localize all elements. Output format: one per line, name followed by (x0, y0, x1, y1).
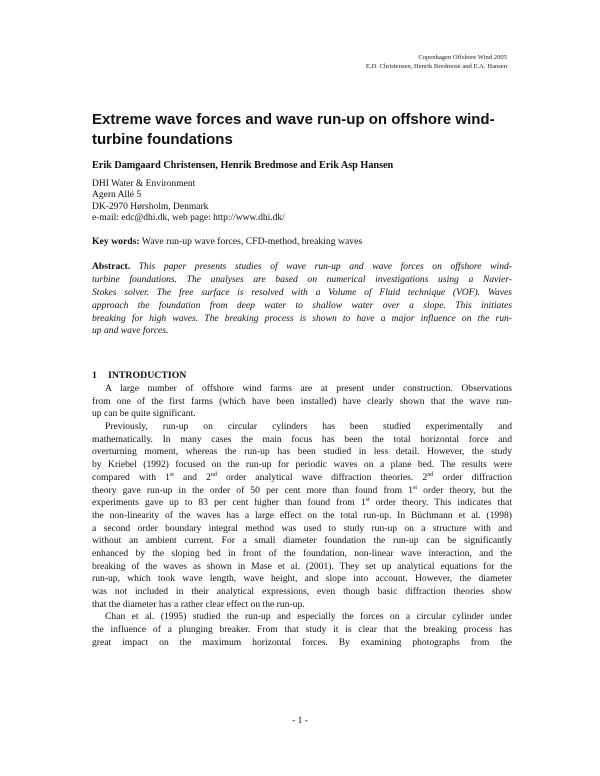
body-line: Chan et al. (1995) studied the run-up and especially the forces on a circular cylinder under (105, 611, 512, 623)
section-title: INTRODUCTION (108, 370, 187, 381)
body-line (92, 497, 512, 510)
superscript: st (413, 484, 418, 491)
abstract-label: Abstract. (92, 261, 131, 272)
body-line: great impact on the maximum horizontal forces. By examining photographs from the (92, 636, 512, 648)
body-text-run: order diffraction (433, 471, 512, 483)
keywords-text: Wave run-up wave forces, CFD-method, breaking waves (141, 236, 363, 247)
superscript: st (365, 497, 370, 504)
affiliation-street: Agern Allé 5 (92, 190, 142, 201)
abstract-line: turbine foundations. The analyses are based on numerical investigations using a Navier- (92, 273, 512, 285)
abstract-text: This paper presents studies of wave run-up and wave forces on offshore wind- (138, 261, 512, 272)
body-line: without an ambient current. For a small diameter foundation the run-up can be significantly (92, 535, 512, 547)
body-line: breaking of the waves as shown in Mase et al. (2001). They set up analytical equations for the (92, 560, 512, 572)
body-line: mathematically. In many cases the main focus has been the total horizontal force and (92, 433, 512, 445)
abstract (92, 261, 512, 338)
body-text-run: order analytical wave diffraction theories. 2 (216, 471, 428, 483)
body-line: Previously, run-up on circular cylinders has been studied experimentally and (105, 421, 512, 433)
body-line: the non-linearity of the waves has a large effect on the total run-up. In Büchmann et al. (1998) (92, 509, 512, 521)
running-head-authors: E.D. Christensen, Henrik Bredmose and E.A. Hansen (365, 63, 507, 70)
body-line: from one of the first farms (which have been installed) have clearly shown that the wave run- (92, 395, 512, 407)
body-text-run: order theory, but the (417, 484, 512, 496)
keywords-label: Key words: (92, 236, 140, 247)
body-line: a second order boundary integral method was used to study run-up on a structure with and (92, 522, 512, 534)
running-head (366, 53, 507, 71)
superscript: nd (210, 471, 217, 478)
body-text-run: and 2 (173, 471, 211, 483)
page-number: - 1 - (292, 716, 308, 726)
affiliation-block (92, 179, 285, 225)
body-line: up can be quite significant. (92, 408, 196, 420)
abstract-line: approach the foundation from deep water to shallow water over a slope. This initiates (92, 299, 512, 311)
paper-title: Extreme wave forces and wave run-up on offshore wind-turbine foundations (92, 111, 495, 148)
section-heading-introduction (92, 370, 186, 381)
body-line: run-up, which took wave length, wave height, and slope into account. However, the diameter (92, 573, 512, 585)
affiliation-organization: DHI Water & Environment (92, 179, 196, 189)
body-line: that the diameter has a rather clear effect on the run-up. (92, 598, 305, 610)
affiliation-contact: e-mail: edc@dhi.dk, web page: http://www.dhi.dk/ (92, 213, 285, 224)
body-text-run: compared with 1 (92, 471, 170, 483)
body-text-run: experiments gave up to 83 per cent higher than found from 1 (92, 497, 366, 509)
body-line: by Kriebel (1992) focused on the run-up for periodic waves on a plane bed. The results were (92, 459, 512, 471)
abstract-line (92, 261, 512, 274)
keywords-line (92, 236, 362, 247)
body-line: A large number of offshore wind farms are at present under construction. Observations (105, 383, 512, 394)
abstract-line: up and wave forces. (92, 325, 169, 337)
abstract-line: Stokes solver. The free surface is resolved with a Volume of Fluid technique (VOF). Waves (92, 286, 512, 298)
body-line (92, 472, 512, 485)
body-text (92, 383, 512, 649)
body-text-run: order theory. This indicates that (369, 497, 512, 509)
body-line: enhanced by the sloping bed in front of the foundation, non-linear wave interaction, and the (92, 547, 512, 559)
section-number: 1 (92, 370, 97, 381)
superscript: st (169, 471, 174, 478)
paper-authors: Erik Damgaard Christensen, Henrik Bredmose and Erik Asp Hansen (92, 160, 394, 171)
abstract-line: breaking for high waves. The breaking process is shown to have a major influence on the run- (92, 312, 512, 324)
body-line (92, 485, 512, 498)
running-head-conference: Copenhagen Offshore Wind 2005 (418, 54, 507, 61)
body-line: the influence of a plunging breaker. From that study it is clear that the breaking process has (92, 624, 512, 636)
body-line: was not included in their analytical expressions, even though basic diffraction theories show (92, 586, 512, 597)
body-text-run: theory gave run-up in the order of 50 per cent more than found from 1 (92, 484, 414, 496)
body-line: overturning moment, whereas the run-up has been studied in less detail. However, the study (92, 446, 512, 458)
superscript: nd (427, 471, 434, 478)
affiliation-city: DK-2970 Hørsholm, Denmark (92, 201, 209, 212)
